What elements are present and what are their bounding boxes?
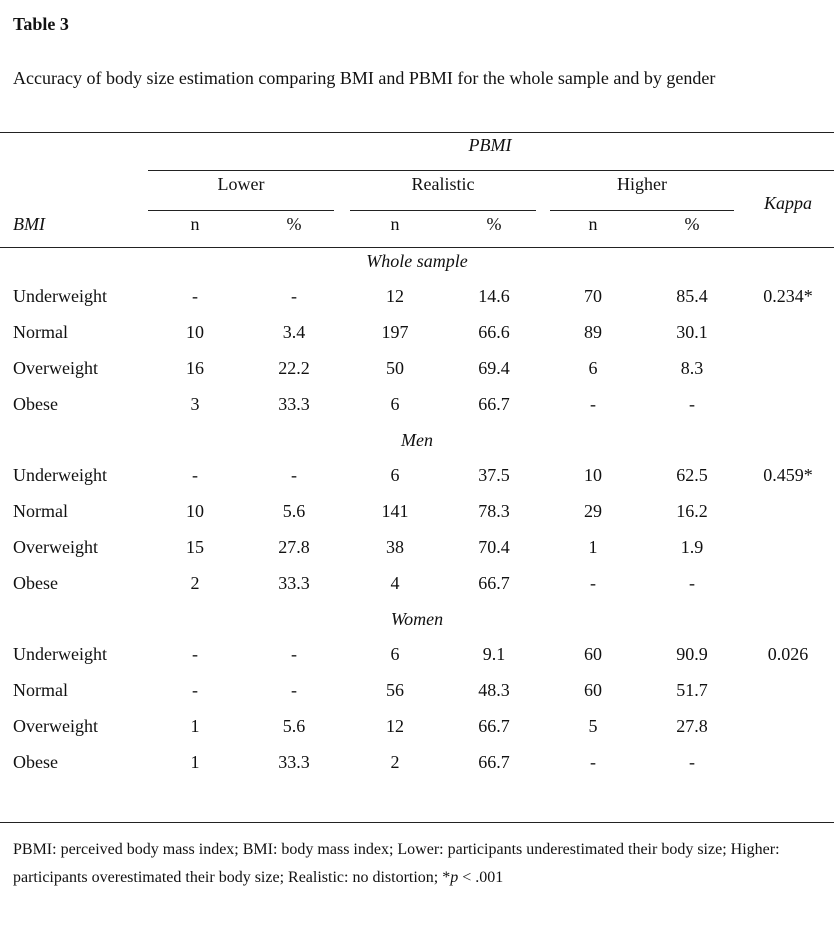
- table-cell: 38: [386, 537, 404, 557]
- table-cell: 14.6: [478, 286, 510, 306]
- table-cell: -: [291, 644, 297, 664]
- top-rule: [0, 132, 834, 133]
- table-cell: 5.6: [282, 716, 306, 736]
- table-caption: Accuracy of body size estimation comparing BMI and PBMI for the whole sample and by gender: [13, 68, 716, 88]
- table-cell: -: [590, 394, 596, 414]
- table-cell: 70: [584, 286, 602, 306]
- table-cell: 5.6: [282, 501, 306, 521]
- table-cell: 16: [186, 358, 204, 378]
- header-bottom-rule: [0, 247, 834, 248]
- kappa-value: 0.234*: [763, 286, 813, 306]
- table-cell: -: [192, 465, 198, 485]
- col-header-n: n: [588, 214, 598, 234]
- table-cell: 66.7: [478, 394, 510, 414]
- table-cell: -: [689, 573, 695, 593]
- table-cell: 141: [381, 501, 409, 521]
- table-cell: 22.2: [278, 358, 310, 378]
- table-cell: 3: [190, 394, 200, 414]
- table-cell: 60: [584, 644, 602, 664]
- table-cell: 10: [584, 465, 602, 485]
- table-cell: 1: [190, 752, 200, 772]
- row-label: Underweight: [13, 644, 107, 664]
- table-cell: 33.3: [278, 394, 310, 414]
- table-cell: 8.3: [680, 358, 704, 378]
- table-cell: -: [291, 286, 297, 306]
- table-cell: 6: [390, 644, 400, 664]
- table-cell: -: [590, 573, 596, 593]
- pbmi-rule: [148, 170, 834, 171]
- table-cell: 70.4: [478, 537, 510, 557]
- group-higher-header: Higher: [617, 174, 667, 194]
- row-label: Overweight: [13, 537, 98, 557]
- lower-rule: [148, 210, 334, 211]
- table-cell: 4: [390, 573, 400, 593]
- table-cell: 66.7: [478, 573, 510, 593]
- table-cell: 85.4: [676, 286, 708, 306]
- table-cell: -: [192, 680, 198, 700]
- kappa-value: 0.026: [767, 644, 809, 664]
- table-cell: 48.3: [478, 680, 510, 700]
- table-cell: 33.3: [278, 752, 310, 772]
- row-label: Overweight: [13, 358, 98, 378]
- table-cell: 1: [588, 537, 598, 557]
- table-title: Table 3: [13, 14, 69, 34]
- table-cell: 6: [390, 465, 400, 485]
- row-label: Obese: [13, 394, 58, 414]
- section-title: Women: [390, 609, 444, 629]
- table-cell: 37.5: [478, 465, 510, 485]
- group-lower-header: Lower: [217, 174, 265, 194]
- table-cell: 15: [186, 537, 204, 557]
- table-cell: -: [291, 680, 297, 700]
- table-cell: 27.8: [676, 716, 708, 736]
- higher-rule: [550, 210, 734, 211]
- table-cell: 6: [390, 394, 400, 414]
- kappa-value: 0.459*: [763, 465, 813, 485]
- table-cell: 6: [588, 358, 598, 378]
- table-footnote: [13, 836, 823, 892]
- table-cell: 29: [584, 501, 602, 521]
- footnote-p-symbol: p: [450, 869, 459, 886]
- table-cell: 9.1: [482, 644, 506, 664]
- table-cell: -: [192, 644, 198, 664]
- table-cell: 10: [186, 501, 204, 521]
- table-cell: 60: [584, 680, 602, 700]
- table-cell: -: [689, 752, 695, 772]
- table-cell: 12: [386, 716, 404, 736]
- table-cell: 2: [390, 752, 400, 772]
- table-cell: 50: [386, 358, 404, 378]
- table-cell: -: [689, 394, 695, 414]
- row-label: Overweight: [13, 716, 98, 736]
- table-cell: 56: [386, 680, 404, 700]
- table-cell: 1: [190, 716, 200, 736]
- table-cell: 1.9: [680, 537, 704, 557]
- kappa-header: Kappa: [763, 193, 812, 213]
- table-cell: 51.7: [676, 680, 708, 700]
- col-header-n: n: [190, 214, 200, 234]
- row-label: Obese: [13, 573, 58, 593]
- row-label: Normal: [13, 501, 68, 521]
- table-cell: -: [291, 465, 297, 485]
- table-cell: 12: [386, 286, 404, 306]
- group-realistic-header: Realistic: [411, 174, 475, 194]
- bmi-header: BMI: [13, 214, 45, 234]
- pbmi-header: PBMI: [468, 135, 512, 155]
- row-label: Normal: [13, 322, 68, 342]
- table-cell: 30.1: [676, 322, 708, 342]
- row-label: Underweight: [13, 465, 107, 485]
- section-title: Whole sample: [366, 251, 468, 271]
- row-label: Underweight: [13, 286, 107, 306]
- realistic-rule: [350, 210, 536, 211]
- table-cell: 16.2: [676, 501, 708, 521]
- footnote-p-value: < .001: [458, 869, 504, 886]
- col-header-n: n: [390, 214, 400, 234]
- table-cell: 90.9: [676, 644, 708, 664]
- table-cell: -: [192, 286, 198, 306]
- table-cell: 66.6: [478, 322, 510, 342]
- table-cell: 66.7: [478, 752, 510, 772]
- footnote-text: PBMI: perceived body mass index; BMI: body mass index; Lower: participants underestimated their body size; Higher: participants overestimated their body size; Realistic: no distortion; *: [13, 841, 780, 886]
- table-cell: 62.5: [676, 465, 708, 485]
- table-cell: 5: [588, 716, 598, 736]
- table-cell: 66.7: [478, 716, 510, 736]
- table-cell: 10: [186, 322, 204, 342]
- table-cell: 197: [381, 322, 409, 342]
- table-cell: 33.3: [278, 573, 310, 593]
- bottom-rule: [0, 822, 834, 823]
- table-cell: 3.4: [282, 322, 306, 342]
- row-label: Normal: [13, 680, 68, 700]
- table-cell: 69.4: [478, 358, 510, 378]
- table-cell: -: [590, 752, 596, 772]
- table-cell: 2: [190, 573, 200, 593]
- row-label: Obese: [13, 752, 58, 772]
- col-header-percent: %: [684, 214, 700, 234]
- col-header-percent: %: [486, 214, 502, 234]
- section-title: Men: [401, 430, 433, 450]
- table-cell: 89: [584, 322, 602, 342]
- col-header-percent: %: [286, 214, 302, 234]
- table-cell: 78.3: [478, 501, 510, 521]
- table-cell: 27.8: [278, 537, 310, 557]
